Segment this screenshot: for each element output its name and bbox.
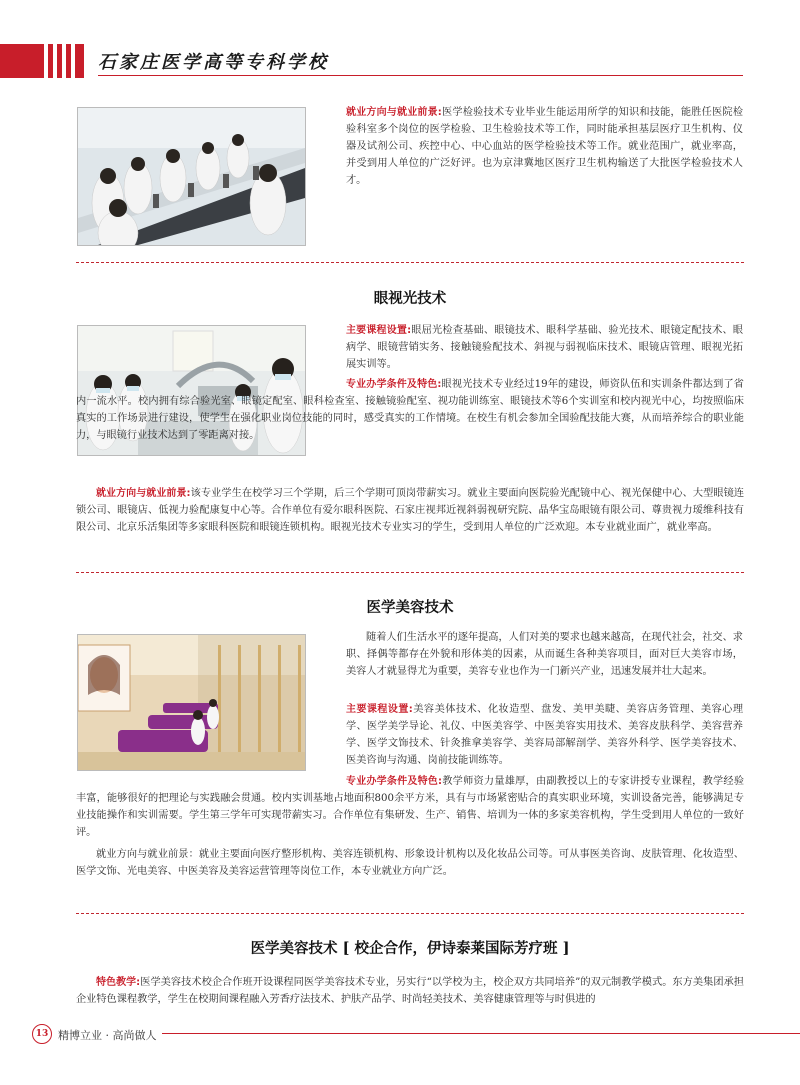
section-divider (76, 913, 744, 914)
section2-employment-text: 该专业学生在校学习三个学期，后三个学期可顶岗带薪实习。就业主要面向医院验光配镜中心、视光保健中心、大型眼镜连锁公司、眼镜店、低视力验配康复中心等。合作单位有爱尔眼科医院、石家庄视邦近视斜弱视研究院、晶华宝岛眼镜有限公司、尊贵视力瑷维科技有限公司、北京乐活集团等多家眼科医院和眼镜连锁机构。眼视光技术专业实习的学生，受到用人单位的广泛欢迎。本专业就业面广，就业率高。 (76, 488, 745, 533)
section3-conditions-text: 教学师资力量雄厚，由副教授以上的专家讲授专业课程，教学经验丰富，能够很好的把理论与实践融会贯通。校内实训基地占地面积800余平方米，具有与市场紧密贴合的真实职业环境，实训设备完善，能够满足专业技能操作和实训需要。学生第三学年可实现带薪实习。合作单位有集研发、生产、销售、培训为一体的多家美容机构，学生受到用人单位的一致好评。 (76, 776, 745, 838)
school-title: 石家庄医学高等专科学校 (98, 52, 329, 73)
section3-curriculum-text: 美容美体技术、化妆造型、盘发、美甲美睫、美容店务管理、美容心理学、医学美学导论、礼仪、中医美容学、中医美容实用技术、美容皮肤科学、美容营养学、医学文饰技术、针灸推拿美容学、美容局部解剖学、美容外科学、医学美容技术、医美咨询与沟通、岗前技能训练等。 (346, 704, 744, 766)
section4-features-text: 医学美容技术校企合作班开设课程同医学美容技术专业，另实行“以学校为主，校企双方共同培养”的双元制教学模式。东方美集团承担企业特色课程教学，学生在校期间课程融入芳香疗法技术、护肤产品学、时尚轻美技术、美容健康管理等与时俱进的 (76, 977, 744, 1005)
section-divider (76, 262, 744, 263)
section1-employment-text: 医学检验技术专业毕业生能运用所学的知识和技能，能胜任医院检验科室多个岗位的医学检验、卫生检验技术等工作，同时能承担基层医疗卫生机构、仪器及试剂公司、疾控中心、中心血站的医学检验技术等工作。就业范围广，就业率高，并受到用人单位的广泛好评。也为京津冀地区医疗卫生机构输送了大批医学检验技术人才。 (346, 107, 744, 186)
section2-curriculum (346, 322, 743, 373)
section3-curriculum (346, 701, 743, 769)
section3-title: 医学美容技术 (366, 599, 454, 616)
header-rule (98, 75, 743, 76)
section4-features-label: 特色教学: (96, 977, 141, 988)
section2-curriculum-text: 眼屈光检查基础、眼镜技术、眼科学基础、验光技术、眼镜定配技术、眼病学、眼镜营销实务、接触镜验配技术、斜视与弱视临床技术、眼镜店管理、眼视光拓展实训等。 (346, 325, 744, 370)
section2-title: 眼视光技术 (373, 290, 447, 307)
section2-conditions-text: 眼视光技术专业经过19年的建设，师资队伍和实训条件都达到了省内一流水平。校内拥有综合验光室、眼镜定配室、眼科检查室、接触镜验配室、视功能训练室、眼镜技术等6个实训室和校内视光中心，均按照临床真实的工作场景进行建设，使学生在强化职业岗位技能的同时，感受真实的工作情境。在校生有机会参加全国验配技能大赛，从而培养综合的职业能力，与眼镜行业技术达到了零距离对接。 (76, 379, 744, 441)
section2-employment (76, 485, 744, 536)
header-stripes-icon (44, 44, 80, 78)
section2-conditions-label: 专业办学条件及特色: (346, 379, 442, 390)
section2-employment-label: 就业方向与就业前景: (96, 488, 191, 499)
section1-employment-label: 就业方向与就业前景: (346, 107, 442, 118)
section3-conditions (76, 773, 744, 841)
section3-conditions-label: 专业办学条件及特色: (346, 776, 443, 787)
section4-title: 医学美容技术 [ 校企合作，伊诗泰莱国际芳疗班 ] (250, 940, 570, 957)
footer-rule (162, 1033, 800, 1034)
section3-curriculum-label: 主要课程设置: (346, 704, 413, 715)
footer-slogan: 精博立业 · 高尚做人 (58, 1029, 157, 1042)
section-divider (76, 572, 744, 573)
section1-employment (346, 104, 743, 189)
section3-employment: 就业方向与就业前景：就业主要面向医疗整形机构、美容连锁机构、形象设计机构以及化妆品公司等。可从事医美咨询、皮肤管理、化妆造型、医学文饰、光电美容、中医美容及美容运营管理等岗位工作，本专业就业方向广泛。 (76, 849, 744, 877)
section3-intro: 随着人们生活水平的逐年提高，人们对美的要求也越来越高，在现代社会，社交、求职、择偶等都存在外貌和形体美的因素，从而诞生各种美容项目，面对巨大美容市场，美容人才就显得尤为重要，美容专业也作为一门新兴产业，迅速发展并壮大起来。 (346, 632, 743, 677)
section2-curriculum-label: 主要课程设置: (346, 325, 412, 336)
section4-features (76, 974, 744, 1008)
page-number: 13 (32, 1024, 52, 1044)
lab-photo (77, 107, 306, 246)
beauty-salon-photo (77, 634, 306, 771)
section2-conditions (76, 376, 744, 444)
